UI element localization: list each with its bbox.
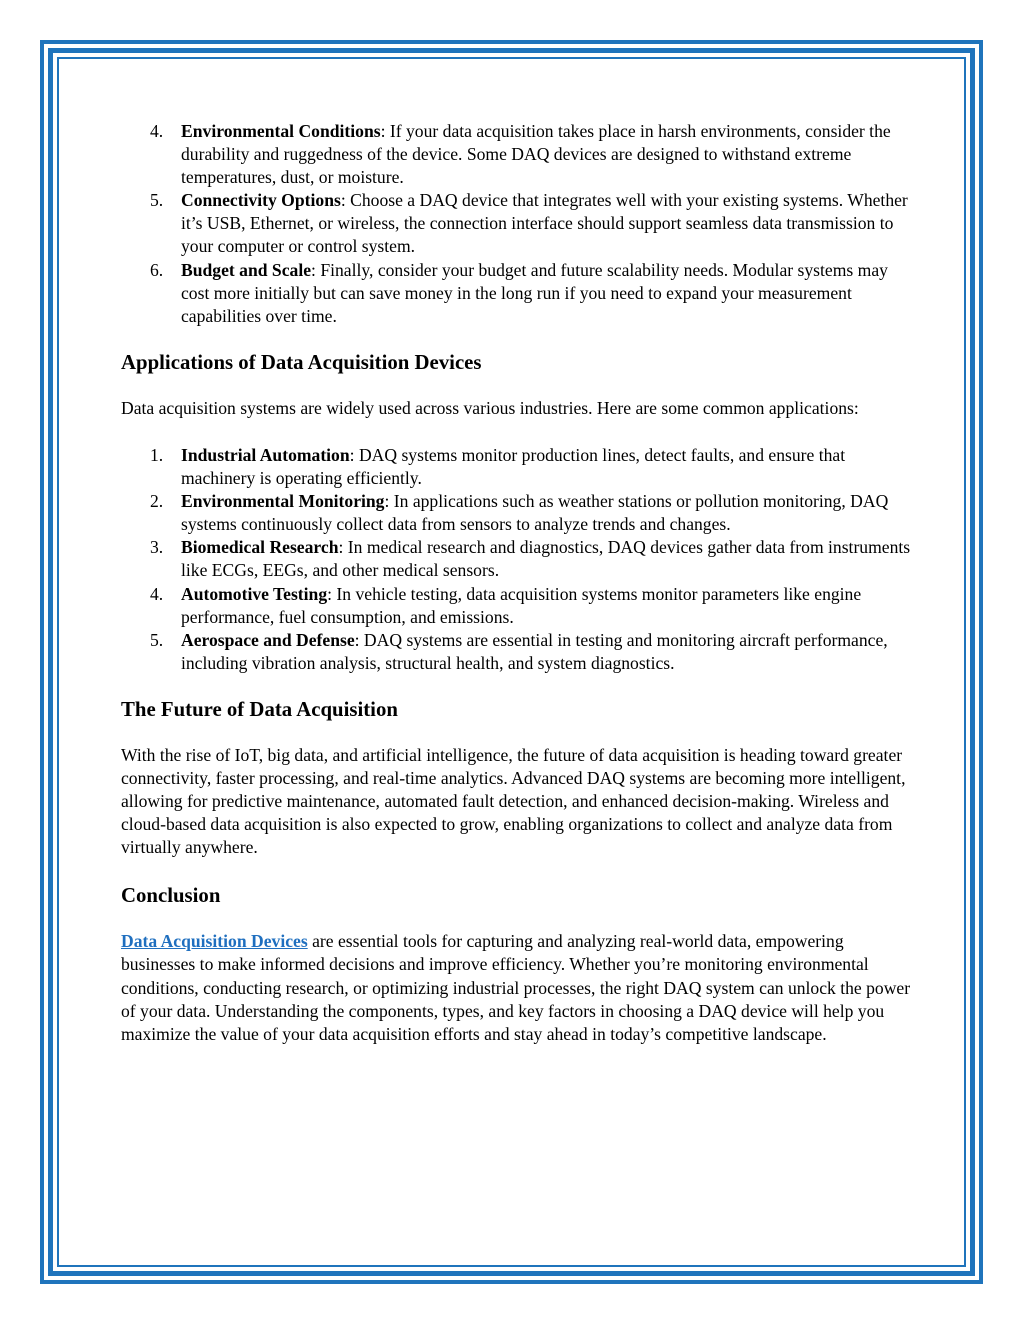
list-item bbox=[150, 536, 911, 582]
list-number: 2. bbox=[150, 491, 164, 512]
applications-heading: Applications of Data Acquisition Devices bbox=[121, 350, 482, 374]
list-item bbox=[150, 490, 911, 536]
list-description: : Choose a DAQ device that integrates well with your existing systems. Whether it’s USB, Ethernet, or wireless, the connection interface should support seamless data transmission to your computer or control system. bbox=[181, 190, 908, 257]
conclusion-text: are essential tools for capturing and analyzing real-world data, empowering businesses to make informed decisions and improve efficiency. Whether you’re monitoring environmental conditions, conducting research, or optimizing industrial processes, the right DAQ system can unlock the power of your data. Understanding the components, types, and key factors in choosing a DAQ device will help you maximize the value of your data acquisition efforts and stay ahead in today’s competitive landscape. bbox=[121, 931, 911, 1044]
list-description: : If your data acquisition takes place in harsh environments, consider the durability and ruggedness of the device. Some DAQ devices are designed to withstand extreme temperatures, dust, or moisture. bbox=[181, 121, 891, 188]
list-description: : In vehicle testing, data acquisition systems monitor parameters like engine performance, fuel consumption, and emissions. bbox=[181, 583, 862, 627]
list-term: Industrial Automation bbox=[181, 444, 350, 465]
list-term: Environmental Conditions bbox=[181, 121, 381, 141]
document-body bbox=[121, 120, 911, 1070]
list-term: Environmental Monitoring bbox=[181, 491, 385, 512]
conclusion-paragraph bbox=[121, 930, 911, 1045]
list-number: 5. bbox=[150, 629, 164, 650]
list-number: 6. bbox=[150, 259, 164, 280]
list-term: Connectivity Options bbox=[181, 190, 341, 211]
list-description: : In applications such as weather stations or pollution monitoring, DAQ systems continuously collect data from sensors to analyze trends and changes. bbox=[181, 491, 889, 535]
list-term: Budget and Scale bbox=[181, 259, 312, 280]
list-number: 3. bbox=[150, 537, 164, 558]
list-description: : DAQ systems are essential in testing and monitoring aircraft performance, including vibration analysis, structural health, and system diagnostics. bbox=[181, 629, 888, 673]
list-number: 1. bbox=[150, 444, 164, 465]
list-item bbox=[150, 444, 911, 490]
list-item bbox=[150, 259, 911, 328]
applications-intro: Data acquisition systems are widely used across various industries. Here are some common applications: bbox=[121, 397, 859, 418]
future-heading: The Future of Data Acquisition bbox=[121, 697, 398, 721]
list-description: : In medical research and diagnostics, DAQ devices gather data from instruments like ECGs, EEGs, and other medical sensors. bbox=[181, 537, 911, 581]
list-description: : DAQ systems monitor production lines, detect faults, and ensure that machinery is operating efficiently. bbox=[181, 444, 846, 489]
future-paragraph: With the rise of IoT, big data, and artificial intelligence, the future of data acquisition is heading toward greater connectivity, faster processing, and real-time analytics. Advanced DAQ systems are becoming more intelligent, allowing for predictive maintenance, automated fault detection, and enhanced decision-making. Wireless and cloud-based data acquisition is also expected to grow, enabling organizations to collect and analyze data from virtually anywhere. bbox=[121, 744, 906, 858]
list-term: Aerospace and Defense bbox=[181, 629, 355, 650]
list-item bbox=[150, 120, 911, 189]
applications-list bbox=[121, 444, 911, 675]
conclusion-heading: Conclusion bbox=[121, 884, 221, 908]
factors-list bbox=[121, 120, 911, 328]
list-term: Biomedical Research bbox=[181, 537, 339, 558]
list-item bbox=[150, 583, 911, 629]
list-number: 4. bbox=[150, 583, 164, 604]
list-term: Automotive Testing bbox=[181, 583, 328, 604]
list-item bbox=[150, 629, 911, 675]
data-acquisition-devices-link[interactable]: Data Acquisition Devices bbox=[121, 931, 308, 952]
list-description: : Finally, consider your budget and future scalability needs. Modular systems may cost more initially but can save money in the long run if you need to expand your measurement capabilities over time. bbox=[181, 259, 888, 326]
list-item bbox=[150, 189, 911, 258]
list-number: 4. bbox=[150, 121, 164, 141]
list-number: 5. bbox=[150, 190, 164, 211]
